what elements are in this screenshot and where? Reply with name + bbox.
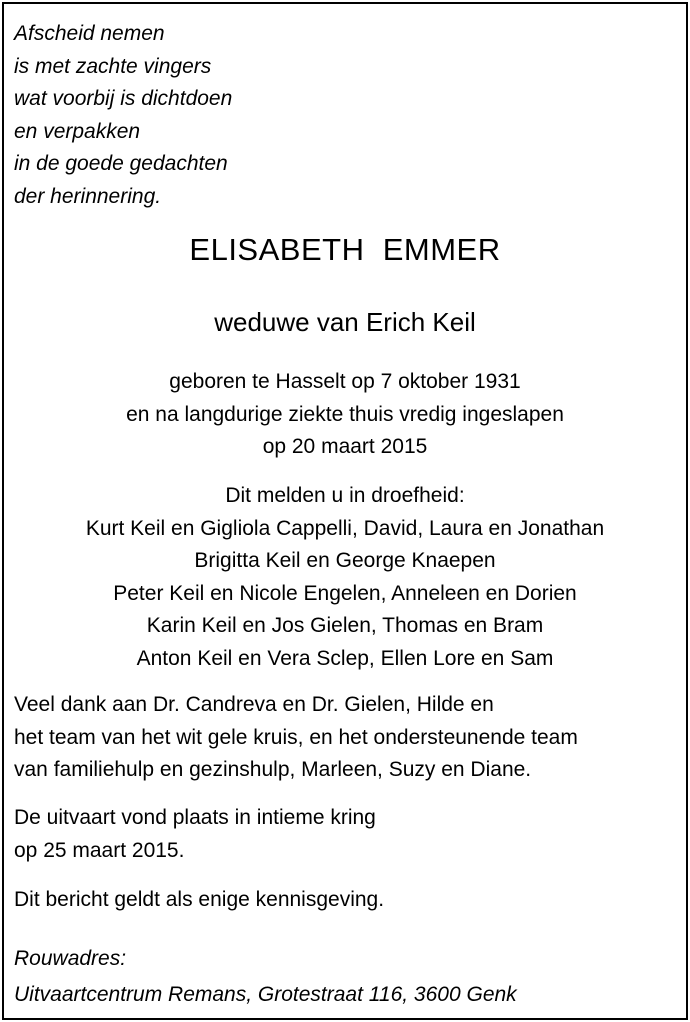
poem-line: is met zachte vingers (14, 54, 212, 78)
thanks-line: het team van het wit gele kruis, en het ondersteunende team (14, 725, 578, 749)
family-member: Brigitta Keil en George Knaepen (194, 549, 496, 572)
notice-text (14, 884, 384, 917)
death-notice-card (2, 2, 688, 1020)
birth-death-line: en na langdurige ziekte thuis vredig ingeslapen (126, 402, 564, 426)
address-value: Uitvaartcentrum Remans, Grotestraat 116, 3600 Genk (14, 983, 517, 1006)
family-member: Kurt Keil en Gigliola Cappelli, David, Laura en Jonathan (85, 516, 605, 540)
family-member: Karin Keil en Jos Gielen, Thomas en Bram (146, 614, 544, 637)
address-label: Rouwadres: (14, 947, 127, 970)
funeral-line: De uitvaart vond plaats in intieme kring (14, 806, 376, 829)
deceased-name: ELISABETH EMMER (189, 232, 501, 267)
poem (14, 18, 232, 213)
family-member: Peter Keil en Nicole Engelen, Anneleen en Dorien (113, 581, 577, 605)
widow-of: weduwe van Erich Keil (214, 307, 476, 337)
birth-death-info (4, 366, 686, 464)
poem-line: in de goede gedachten (14, 152, 228, 175)
notice-line: Dit bericht geldt als enige kennisgeving. (14, 888, 385, 911)
thanks-line: Veel dank aan Dr. Candreva en Dr. Gielen, Hilde en (14, 693, 494, 716)
birth-death-line: geboren te Hasselt op 7 oktober 1931 (169, 370, 521, 393)
family-member: Anton Keil en Vera Sclep, Ellen Lore en Sam (136, 646, 554, 670)
family-list (4, 480, 686, 675)
funeral-paragraph (14, 802, 376, 867)
poem-line: der herinnering. (14, 184, 162, 208)
birth-death-line: op 20 maart 2015 (262, 435, 428, 458)
funeral-line: op 25 maart 2015. (14, 838, 185, 862)
poem-line: wat voorbij is dichtdoen (14, 87, 233, 110)
poem-line: en verpakken (14, 119, 141, 143)
thanks-line: van familiehulp en gezinshulp, Marleen, Suzy en Diane. (14, 758, 532, 781)
poem-line: Afscheid nemen (14, 22, 165, 45)
thanks-paragraph (14, 689, 578, 787)
mourning-address (14, 941, 517, 1013)
family-intro: Dit melden u in droefheid: (225, 484, 465, 507)
